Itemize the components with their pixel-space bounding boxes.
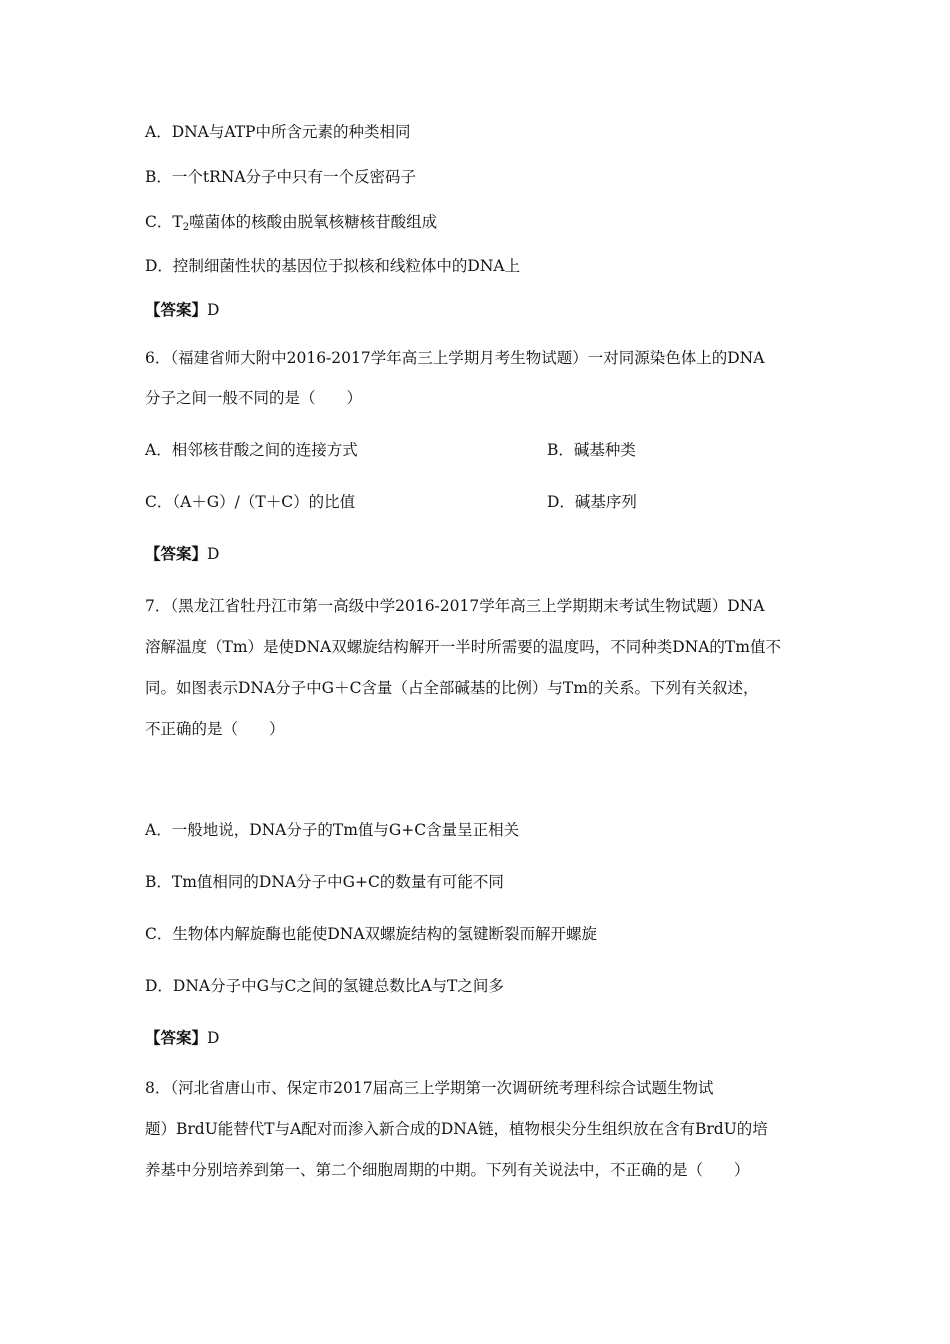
q5-answer (145, 299, 219, 321)
q7-stem-line4: 不正确的是（ ） (145, 720, 285, 738)
q6-stem-line2: 分子之间一般不同的是（ ） (145, 389, 363, 407)
q5-option-c (145, 211, 437, 239)
q6-option-c: C．（A＋G）/（T＋C）的比值 (145, 493, 356, 511)
q6-option-d: D．碱基序列 (547, 493, 637, 511)
q7-stem-line2: 溶解温度（Tm）是使DNA双螺旋结构解开一半时所需要的温度吗，不同种类DNA的Tm值不 (145, 638, 781, 656)
q8-stem-line1: 8．（河北省唐山市、保定市2017届高三上学期第一次调研统考理科综合试题生物试 (145, 1079, 714, 1097)
q5-option-d: D．控制细菌性状的基因位于拟核和线粒体中的DNA上 (145, 257, 521, 275)
q5-option-c-prefix: C．T (145, 213, 183, 231)
q6-option-a: A．相邻核苷酸之间的连接方式 (145, 441, 358, 459)
q5-option-a: A．DNA与ATP中所含元素的种类相同 (145, 123, 411, 141)
q7-option-a: A．一般地说，DNA分子的Tm值与G+C含量呈正相关 (145, 821, 520, 839)
q7-option-d: D．DNA分子中G与C之间的氢键总数比A与T之间多 (145, 977, 504, 995)
answer-label: 【答案】 (145, 1028, 208, 1047)
q7-stem-line1: 7．（黑龙江省牡丹江市第一高级中学2016-2017学年高三上学期期末考试生物试题）DNA (145, 597, 765, 615)
q7-stem-line3: 同。如图表示DNA分子中G＋C含量（占全部碱基的比例）与Tm的关系。下列有关叙述， (145, 679, 759, 697)
q5-option-c-rest: 噬菌体的核酸由脱氧核糖核苷酸组成 (189, 213, 438, 231)
q7-answer (145, 1027, 219, 1049)
q5-option-b: B．一个tRNA分子中只有一个反密码子 (145, 168, 417, 186)
answer-label: 【答案】 (145, 300, 208, 319)
q7-option-b: B．Tm值相同的DNA分子中G+C的数量有可能不同 (145, 873, 504, 891)
q6-option-b: B．碱基种类 (547, 441, 636, 459)
q8-stem-line3: 养基中分别培养到第一、第二个细胞周期的中期。下列有关说法中，不正确的是（ ） (145, 1161, 750, 1179)
answer-value: D (207, 301, 220, 319)
q5-option-c-subscript: 2 (182, 222, 190, 233)
answer-value: D (207, 1029, 220, 1047)
q8-stem-line2: 题）BrdU能替代T与A配对而渗入新合成的DNA链，植物根尖分生组织放在含有BrdU的培 (145, 1120, 768, 1138)
q6-answer (145, 543, 219, 565)
answer-label: 【答案】 (145, 544, 208, 563)
q6-stem-line1: 6．（福建省师大附中2016-2017学年高三上学期月考生物试题）一对同源染色体上的DNA (145, 349, 765, 367)
answer-value: D (207, 545, 220, 563)
q7-option-c: C．生物体内解旋酶也能使DNA双螺旋结构的氢键断裂而解开螺旋 (145, 925, 598, 943)
